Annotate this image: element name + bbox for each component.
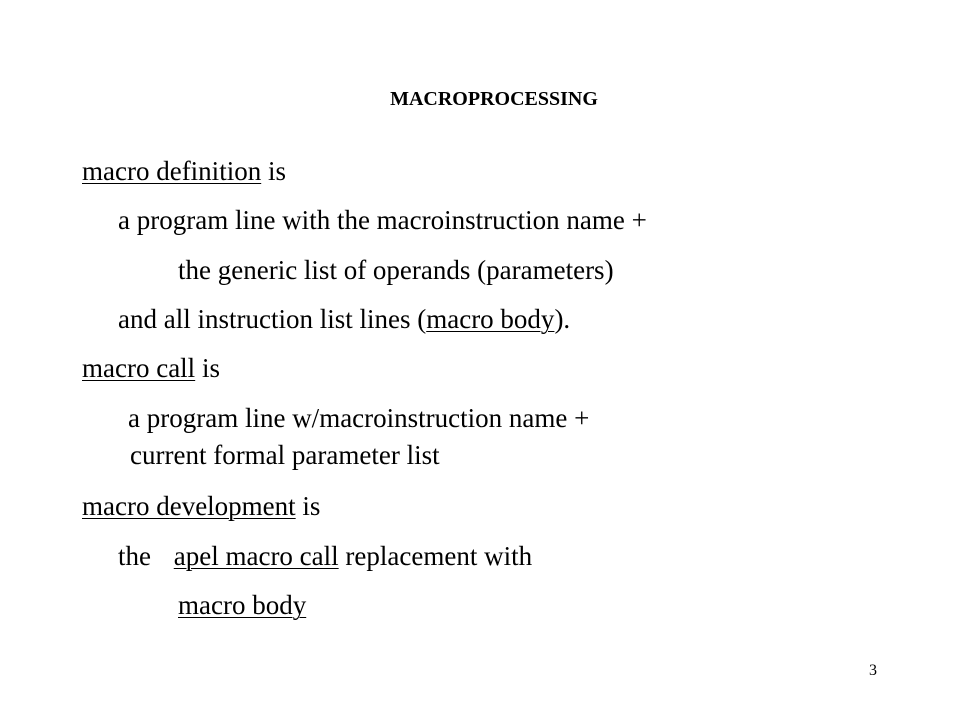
line-text: replacement with [338,541,533,571]
line-call-desc-2: current formal parameter list [130,440,440,470]
line-text: is [295,491,321,521]
term-macro-call: macro call [82,353,196,383]
line-definition-desc-1: a program line with the macroinstruction name + [118,205,647,235]
line-text: and all instruction list lines ( [118,304,427,334]
line-definition-desc-2: the generic list of operands (parameters) [178,255,614,285]
line-development-desc-1 [118,540,532,572]
term-apel-macro-call: apel macro call [173,541,339,571]
slide-title: MACROPROCESSING [390,88,598,110]
line-text: the [118,541,158,571]
line-text: is [195,353,220,383]
line-development-desc-2 [178,589,306,621]
line-text: is [261,156,286,186]
term-macro-body: macro body [426,304,555,334]
line-definition-desc-3 [118,303,570,335]
term-macro-body-2: macro body [178,590,307,620]
line-call-desc-1: a program line w/macroinstruction name + [128,403,590,433]
term-macro-development: macro development [82,491,296,521]
page-number: 3 [869,662,877,679]
line-text: ). [554,304,571,334]
line-macro-definition [82,155,286,187]
line-macro-call [82,352,220,384]
term-macro-definition: macro definition [82,156,262,186]
line-macro-development [82,490,320,522]
